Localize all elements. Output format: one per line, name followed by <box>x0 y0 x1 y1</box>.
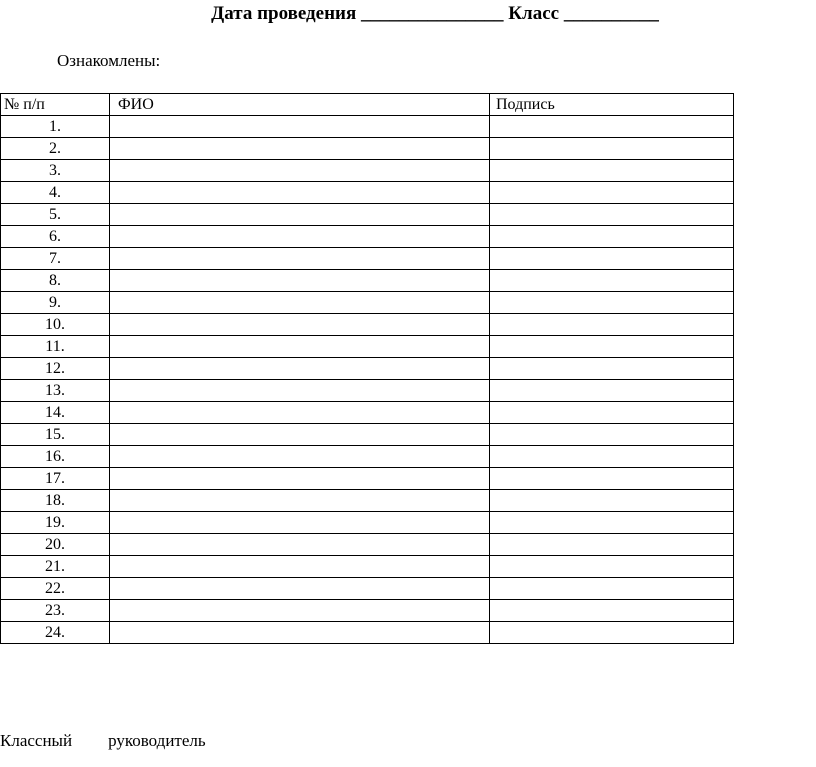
row-number: 15. <box>1 424 110 446</box>
row-number: 19. <box>1 512 110 534</box>
row-number: 3. <box>1 160 110 182</box>
name-cell[interactable] <box>110 622 490 644</box>
table-row <box>1 226 734 248</box>
signature-cell[interactable] <box>490 160 734 182</box>
table-row <box>1 182 734 204</box>
column-header-number: № п/п <box>1 94 110 116</box>
signature-cell[interactable] <box>490 556 734 578</box>
footer <box>0 731 206 751</box>
name-cell[interactable] <box>110 490 490 512</box>
name-cell[interactable] <box>110 402 490 424</box>
name-cell[interactable] <box>110 204 490 226</box>
table-row <box>1 468 734 490</box>
name-cell[interactable] <box>110 424 490 446</box>
row-number: 14. <box>1 402 110 424</box>
signature-cell[interactable] <box>490 380 734 402</box>
table-row <box>1 358 734 380</box>
signature-cell[interactable] <box>490 336 734 358</box>
table-row <box>1 534 734 556</box>
name-cell[interactable] <box>110 182 490 204</box>
table-row <box>1 336 734 358</box>
name-cell[interactable] <box>110 292 490 314</box>
row-number: 5. <box>1 204 110 226</box>
signature-cell[interactable] <box>490 182 734 204</box>
footer-teacher-label: руководитель <box>108 731 206 750</box>
table-row <box>1 512 734 534</box>
signature-cell[interactable] <box>490 358 734 380</box>
table-row <box>1 138 734 160</box>
row-number: 24. <box>1 622 110 644</box>
name-cell[interactable] <box>110 116 490 138</box>
row-number: 8. <box>1 270 110 292</box>
row-number: 13. <box>1 380 110 402</box>
signature-cell[interactable] <box>490 204 734 226</box>
name-cell[interactable] <box>110 226 490 248</box>
table-row <box>1 622 734 644</box>
row-number: 1. <box>1 116 110 138</box>
table-row <box>1 600 734 622</box>
signature-cell[interactable] <box>490 512 734 534</box>
signature-cell[interactable] <box>490 116 734 138</box>
signature-cell[interactable] <box>490 226 734 248</box>
row-number: 20. <box>1 534 110 556</box>
name-cell[interactable] <box>110 160 490 182</box>
row-number: 10. <box>1 314 110 336</box>
name-cell[interactable] <box>110 600 490 622</box>
page-title: Дата проведения _______________ Класс __________ <box>211 3 659 24</box>
signature-cell[interactable] <box>490 248 734 270</box>
table-row <box>1 204 734 226</box>
table-row <box>1 380 734 402</box>
row-number: 17. <box>1 468 110 490</box>
signature-cell[interactable] <box>490 468 734 490</box>
table-row <box>1 292 734 314</box>
signature-table <box>0 93 734 644</box>
name-cell[interactable] <box>110 512 490 534</box>
signature-cell[interactable] <box>490 490 734 512</box>
table-row <box>1 490 734 512</box>
row-number: 6. <box>1 226 110 248</box>
name-cell[interactable] <box>110 380 490 402</box>
table-row <box>1 556 734 578</box>
table-row <box>1 314 734 336</box>
table-row <box>1 424 734 446</box>
signature-cell[interactable] <box>490 138 734 160</box>
signature-cell[interactable] <box>490 292 734 314</box>
footer-class-label: Классный <box>0 731 73 750</box>
row-number: 11. <box>1 336 110 358</box>
row-number: 2. <box>1 138 110 160</box>
table-row <box>1 116 734 138</box>
row-number: 9. <box>1 292 110 314</box>
signature-cell[interactable] <box>490 270 734 292</box>
row-number: 22. <box>1 578 110 600</box>
signature-cell[interactable] <box>490 534 734 556</box>
row-number: 12. <box>1 358 110 380</box>
signature-cell[interactable] <box>490 446 734 468</box>
name-cell[interactable] <box>110 358 490 380</box>
table-row <box>1 446 734 468</box>
name-cell[interactable] <box>110 534 490 556</box>
signature-cell[interactable] <box>490 622 734 644</box>
name-cell[interactable] <box>110 556 490 578</box>
table-row <box>1 402 734 424</box>
row-number: 16. <box>1 446 110 468</box>
column-header-name: ФИО <box>110 94 490 116</box>
table-row <box>1 578 734 600</box>
name-cell[interactable] <box>110 446 490 468</box>
name-cell[interactable] <box>110 314 490 336</box>
row-number: 18. <box>1 490 110 512</box>
row-number: 23. <box>1 600 110 622</box>
row-number: 7. <box>1 248 110 270</box>
name-cell[interactable] <box>110 270 490 292</box>
table-row <box>1 160 734 182</box>
acknowledged-label: Ознакомлены: <box>57 51 161 70</box>
name-cell[interactable] <box>110 336 490 358</box>
signature-cell[interactable] <box>490 600 734 622</box>
column-header-signature: Подпись <box>490 94 734 116</box>
name-cell[interactable] <box>110 138 490 160</box>
signature-cell[interactable] <box>490 578 734 600</box>
signature-cell[interactable] <box>490 424 734 446</box>
signature-cell[interactable] <box>490 314 734 336</box>
name-cell[interactable] <box>110 468 490 490</box>
table-row <box>1 248 734 270</box>
name-cell[interactable] <box>110 248 490 270</box>
name-cell[interactable] <box>110 578 490 600</box>
table-header-row <box>1 94 734 116</box>
row-number: 4. <box>1 182 110 204</box>
signature-cell[interactable] <box>490 402 734 424</box>
table-row <box>1 270 734 292</box>
row-number: 21. <box>1 556 110 578</box>
